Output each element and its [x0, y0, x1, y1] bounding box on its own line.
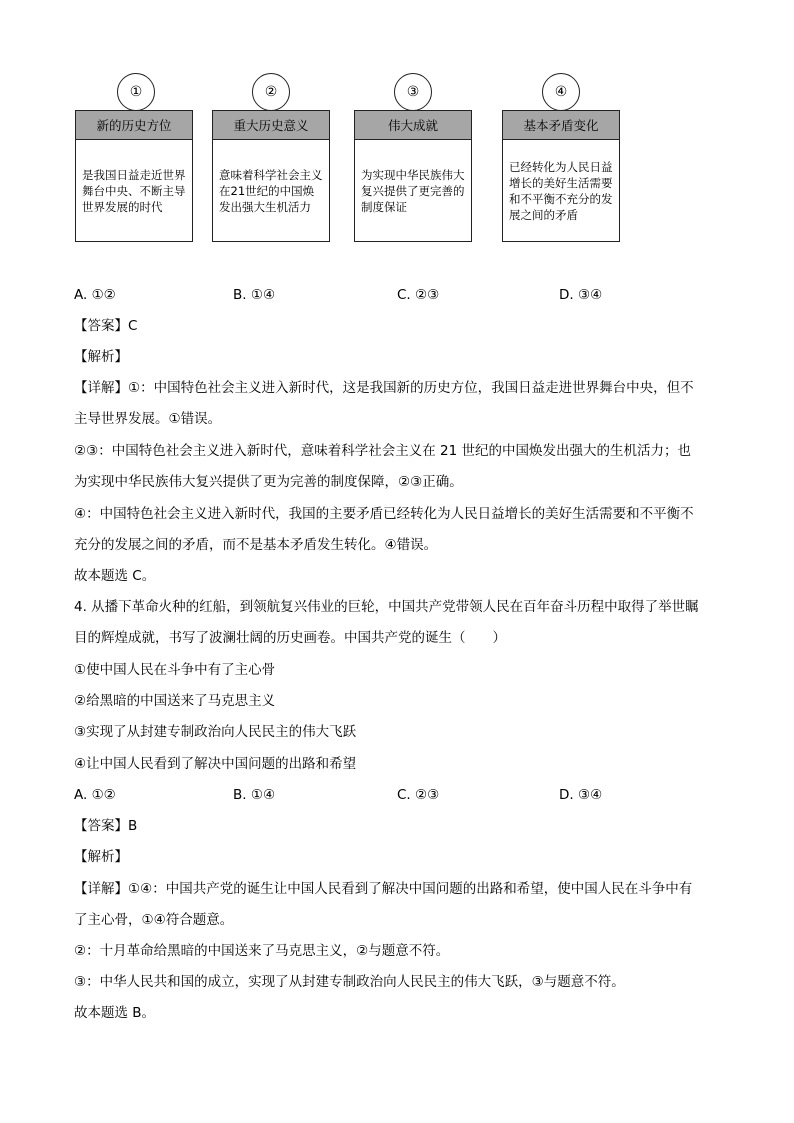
option-a: A. ①②	[74, 787, 116, 803]
statement-item: ③实现了从封建专制政治向人民民主的伟大飞跃	[74, 724, 357, 740]
card-heading: 新的历史方位	[75, 110, 193, 140]
statement-item: ②给黑暗的中国送来了马克思主义	[74, 693, 276, 709]
number-circle: ②	[252, 73, 290, 111]
explanation-line: 【详解】①：中国特色社会主义进入新时代，这是我国新的历史方位，我国日益走进世界舞台中央，但不	[74, 380, 694, 396]
conclusion-line: 故本题选 C。	[74, 568, 156, 584]
q4-options	[74, 785, 734, 805]
analysis-label: 【解析】	[74, 349, 128, 365]
card-heading: 伟大成就	[354, 110, 472, 140]
option-d: D. ③④	[559, 787, 603, 803]
explanation-line: ②：十月革命给黑暗的中国送来了马克思主义，②与题意不符。	[74, 943, 450, 959]
explanation-line: ④：中国特色社会主义进入新时代，我国的主要矛盾已经转化为人民日益增长的美好生活需要和不平衡不	[74, 506, 694, 522]
conclusion-line: 故本题选 B。	[74, 1005, 156, 1021]
option-d: D. ③④	[559, 287, 603, 303]
explanation-line: 充分的发展之间的矛盾，而不是基本矛盾发生转化。④错误。	[74, 537, 438, 553]
explanation-line: 主导世界发展。①错误。	[74, 411, 222, 427]
card-body: 为实现中华民族伟大复兴提供了更完善的制度保证	[354, 139, 472, 242]
answer-label: 【答案】B	[74, 818, 138, 834]
card-body: 已经转化为人民日益增长的美好生活需要和不平衡不充分的发展之间的矛盾	[502, 139, 620, 242]
explanation-line: 【详解】①④：中国共产党的诞生让中国人民看到了解决中国问题的出路和希望，使中国人民在斗争中有	[74, 881, 693, 897]
card-heading: 重大历史意义	[212, 110, 330, 140]
number-circle: ③	[394, 73, 432, 111]
number-circle: ①	[117, 73, 155, 111]
option-c: C. ②③	[397, 287, 440, 303]
q3-options	[74, 285, 734, 305]
statement-item: ④让中国人民看到了解决中国问题的出路和希望	[74, 756, 357, 772]
explanation-line: ②③：中国特色社会主义进入新时代，意味着科学社会主义在 21 世纪的中国焕发出强大的生机活力；也	[74, 443, 691, 459]
explanation-line: ③：中华人民共和国的成立，实现了从封建专制政治向人民民主的伟大飞跃，③与题意不符。	[74, 974, 625, 990]
answer-label: 【答案】C	[74, 318, 138, 334]
question-stem: 4. 从播下革命火种的红船，到领航复兴伟业的巨轮，中国共产党带领人民在百年奋斗历程中取得了举世瞩	[74, 599, 699, 615]
option-b: B. ①④	[233, 787, 276, 803]
number-circle: ④	[542, 73, 580, 111]
card-body: 意味着科学社会主义在21世纪的中国焕发出强大生机活力	[212, 139, 330, 242]
analysis-label: 【解析】	[74, 849, 128, 865]
card-body: 是我国日益走近世界舞台中央、不断主导世界发展的时代	[75, 139, 193, 242]
card-heading: 基本矛盾变化	[502, 110, 620, 140]
statement-item: ①使中国人民在斗争中有了主心骨	[74, 662, 276, 678]
option-a: A. ①②	[74, 287, 116, 303]
explanation-line: 了主心骨，①④符合题意。	[74, 912, 234, 928]
option-b: B. ①④	[233, 287, 276, 303]
explanation-line: 为实现中华民族伟大复兴提供了更为完善的制度保障，②③正确。	[74, 474, 463, 490]
question-stem: 目的辉煌成就，书写了波澜壮阔的历史画卷。中国共产党的诞生（ ）	[74, 630, 506, 646]
option-c: C. ②③	[397, 787, 440, 803]
